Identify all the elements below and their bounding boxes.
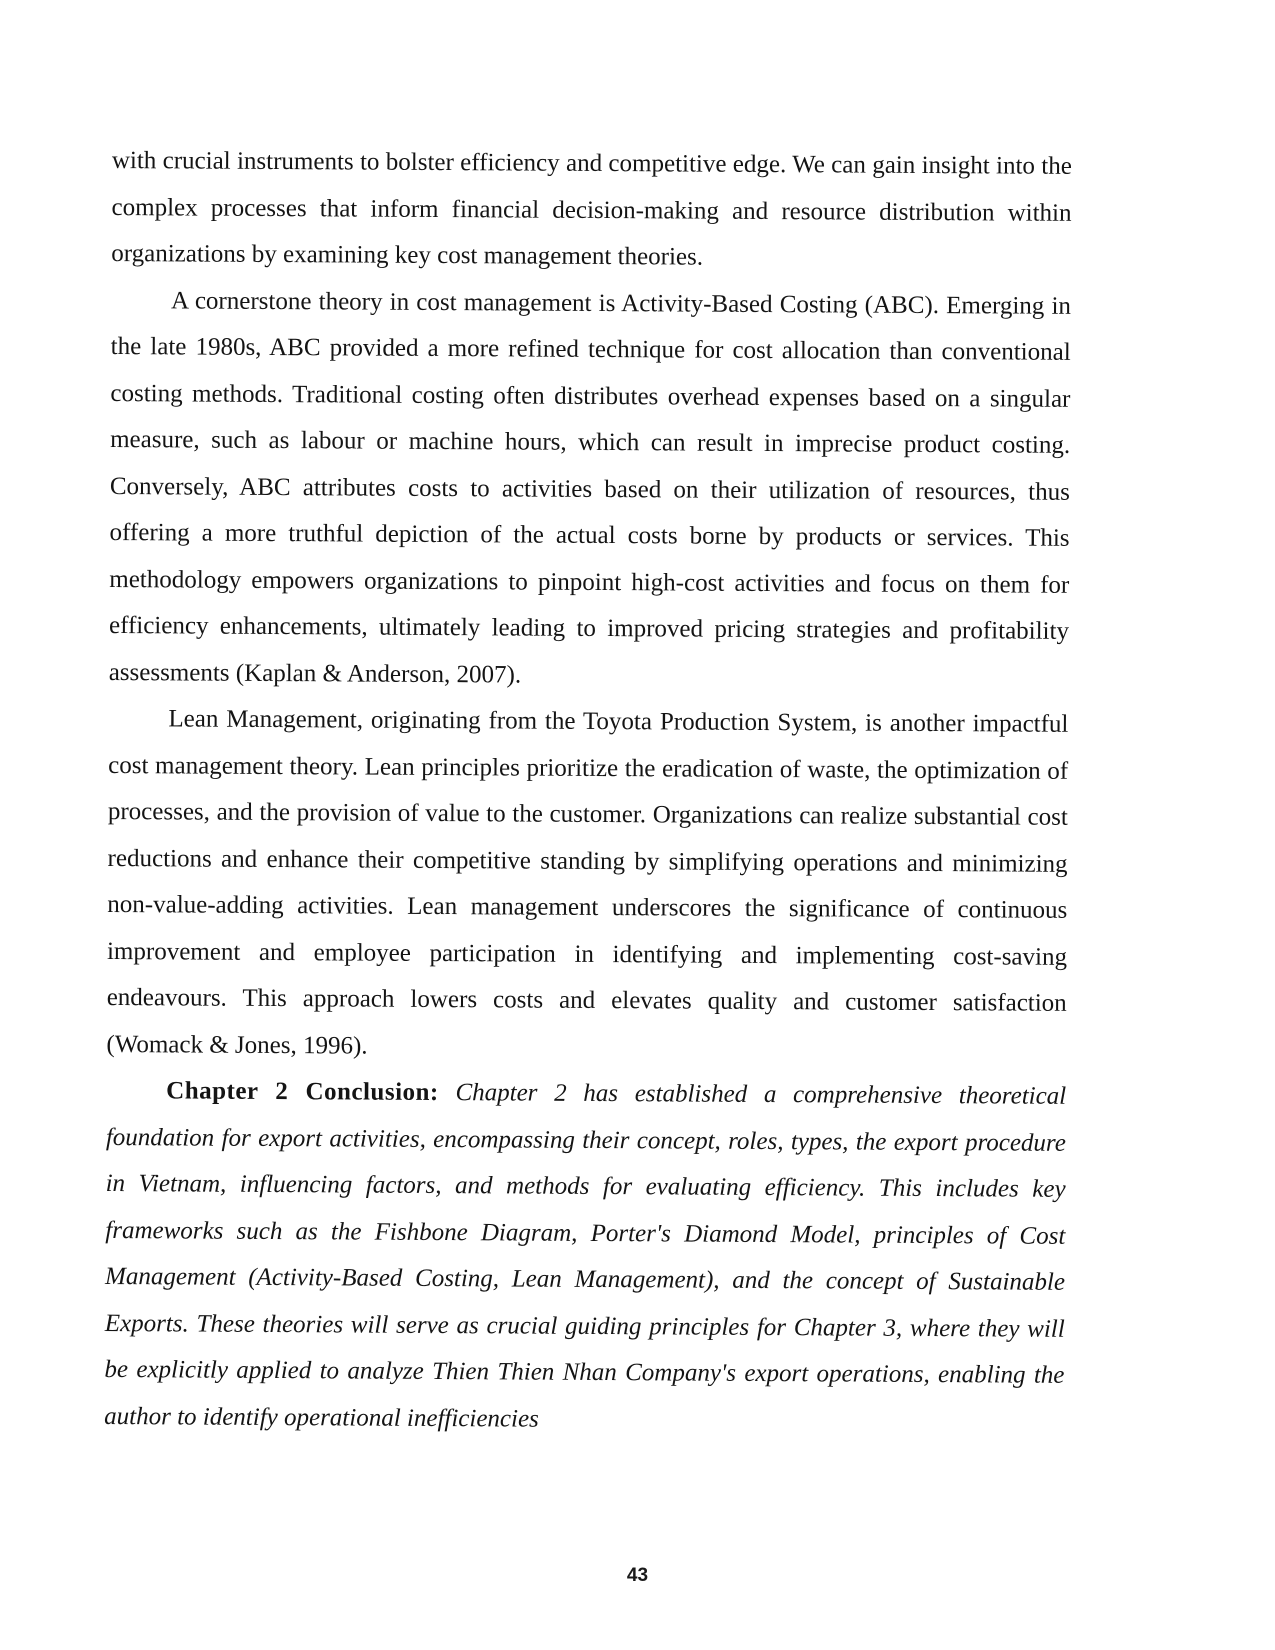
paragraph-intro-continuation: with crucial instruments to bolster efficiency and competitive edge. We can gain insight into the complex processes that inform financial decision-making and resource distribution within organizations by examining key cost management theories. [111,146,1072,271]
paragraph-activity-based-costing: A cornerstone theory in cost management is Activity-Based Costing (ABC). Emerging in the late 1980s, ABC provided a more refined technique for cost allocation than conventional costing methods. Traditional costing often distributes overhead expenses based on a singular measure, such as labour or machine hours, which can result in imprecise product costing. Conversely, ABC attributes costs to activities based on their utilization of resources, thus offering a more truthful depiction of the actual costs borne by products or services. This methodology empowers organizations to pinpoint high-cost activities and focus on them for efficiency enhancements, ultimately leading to improved pricing strategies and profitability assessments (Kaplan & Anderson, 2007). [108,286,1072,689]
body-text [104,138,1072,1446]
paragraph-chapter-conclusion [104,1068,1066,1446]
conclusion-text: Chapter 2 has established a comprehensive theoretical foundation for export activities, encompassing their concept, roles, types, the export procedure in Vietnam, influencing factors, and methods for evaluating efficiency. This includes key frameworks such as the Fishbone Diagram, Porter's Diamond Model, principles of Cost Management (Activity-Based Costing, Lean Management), and the concept of Sustainable Exports. These theories will serve as crucial guiding principles for Chapter 3, where they will be explicitly applied to analyze Thien Thien Nhan Company's export operations, enabling the author to identify operational inefficiencies [104,1079,1067,1433]
paragraph-lean-management: Lean Management, originating from the Toyota Production System, is another impactful cost management theory. Lean principles prioritize the eradication of waste, the optimization of processes, and the provision of value to the customer. Organizations can realize substantial cost reductions and enhance their competitive standing by simplifying operations and minimizing non-value-adding activities. Lean management underscores the significance of continuous improvement and employee participation in identifying and implementing cost-saving endeavours. This approach lowers costs and elevates quality and customer satisfaction (Womack & Jones, 1996). [106,705,1069,1060]
conclusion-heading: Chapter 2 Conclusion: [166,1077,439,1107]
page-number: 43 [626,1565,649,1586]
